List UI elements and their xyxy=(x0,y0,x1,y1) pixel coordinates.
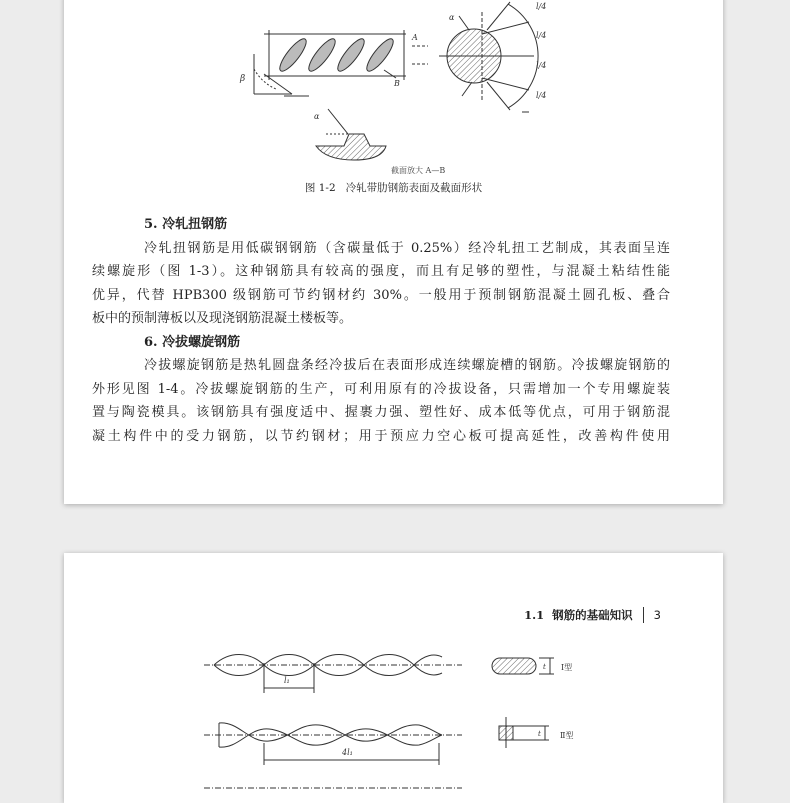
running-head-title: 钢筋的基础知识 xyxy=(552,608,633,622)
type-2-twisted-bar xyxy=(204,717,549,765)
t-label-1: t xyxy=(543,663,546,671)
running-head xyxy=(524,607,661,623)
paragraph-line: 外形见图 1-4。冷拔螺旋钢筋的生产，可利用原有的冷拔设备，只需增加一个专用螺旋装 xyxy=(92,381,670,397)
a-label: A xyxy=(412,33,418,42)
type-1-twisted-bar xyxy=(204,655,554,694)
paragraph-line: 优异，代替 HPB300 级钢筋可节约钢材约 30%。一般用于预制钢筋混凝土圆孔板、叠合 xyxy=(92,287,670,303)
section-6-paragraph xyxy=(92,354,670,448)
section-detail xyxy=(316,109,386,160)
section-6-heading: 6. 冷拔螺旋钢筋 xyxy=(144,334,241,350)
quarter-label-4: l/4 xyxy=(536,91,547,100)
page-upper xyxy=(64,0,723,504)
beta-label: β xyxy=(240,74,246,84)
paragraph-line: 续螺旋形（图 1-3）。这种钢筋具有较高的强度，而且有足够的塑性，与混凝土粘结性能 xyxy=(92,264,670,279)
twisted-bar-figure xyxy=(64,643,723,793)
section-number: 1.1 xyxy=(524,608,545,622)
section-5 xyxy=(92,213,670,448)
paragraph-line: 凝土构件中的受力钢筋，以节约钢材；用于预应力空心板可提高延性，改善构件使用 xyxy=(92,428,670,444)
figure-title: 冷轧带肋钢筋表面及截面形状 xyxy=(345,182,483,194)
ribbed-bar-side-view xyxy=(254,30,428,96)
quarter-label-3: l/4 xyxy=(536,61,547,70)
section-5-paragraph xyxy=(92,237,670,331)
figure-number: 图 1-2 xyxy=(304,182,336,194)
t-label-2: t xyxy=(538,730,541,738)
paragraph-line: 冷拔螺旋钢筋是热轧圆盘条经冷拔后在表面形成连续螺旋槽的钢筋。冷拔螺旋钢筋的 xyxy=(144,358,670,373)
section-note: 截面放大 A—B xyxy=(391,166,446,175)
figure-caption xyxy=(64,180,723,195)
type-2-label: Ⅱ型 xyxy=(560,731,574,740)
section-5-heading: 5. 冷轧扭钢筋 xyxy=(144,217,228,232)
quarter-label-1: l/4 xyxy=(536,2,547,11)
ribbed-bar-figure xyxy=(64,0,723,179)
alpha-label: α xyxy=(449,13,455,22)
paragraph-line: 冷轧扭钢筋是用低碳钢钢筋（含碳量低于 0.25%）经冷轧扭工艺制成，其表面呈连 xyxy=(144,240,670,256)
detail-alpha-label: α xyxy=(314,112,320,121)
header-divider xyxy=(643,607,644,623)
page-lower xyxy=(64,553,723,803)
type-1-label: Ⅰ型 xyxy=(561,663,573,672)
page-number: 3 xyxy=(653,608,661,622)
paragraph-line: 板中的预制薄板以及现浇钢筋混凝土楼板等。 xyxy=(92,311,353,326)
dim-4l1: 4l₁ xyxy=(342,748,353,757)
dim-l1: l₁ xyxy=(284,676,290,685)
b-label: B xyxy=(394,79,400,88)
paragraph-line: 置与陶瓷模具。该钢筋具有强度适中、握裹力强、塑性好、成本低等优点，可用于钢筋混 xyxy=(92,405,670,420)
quarter-label-2: l/4 xyxy=(536,31,547,40)
